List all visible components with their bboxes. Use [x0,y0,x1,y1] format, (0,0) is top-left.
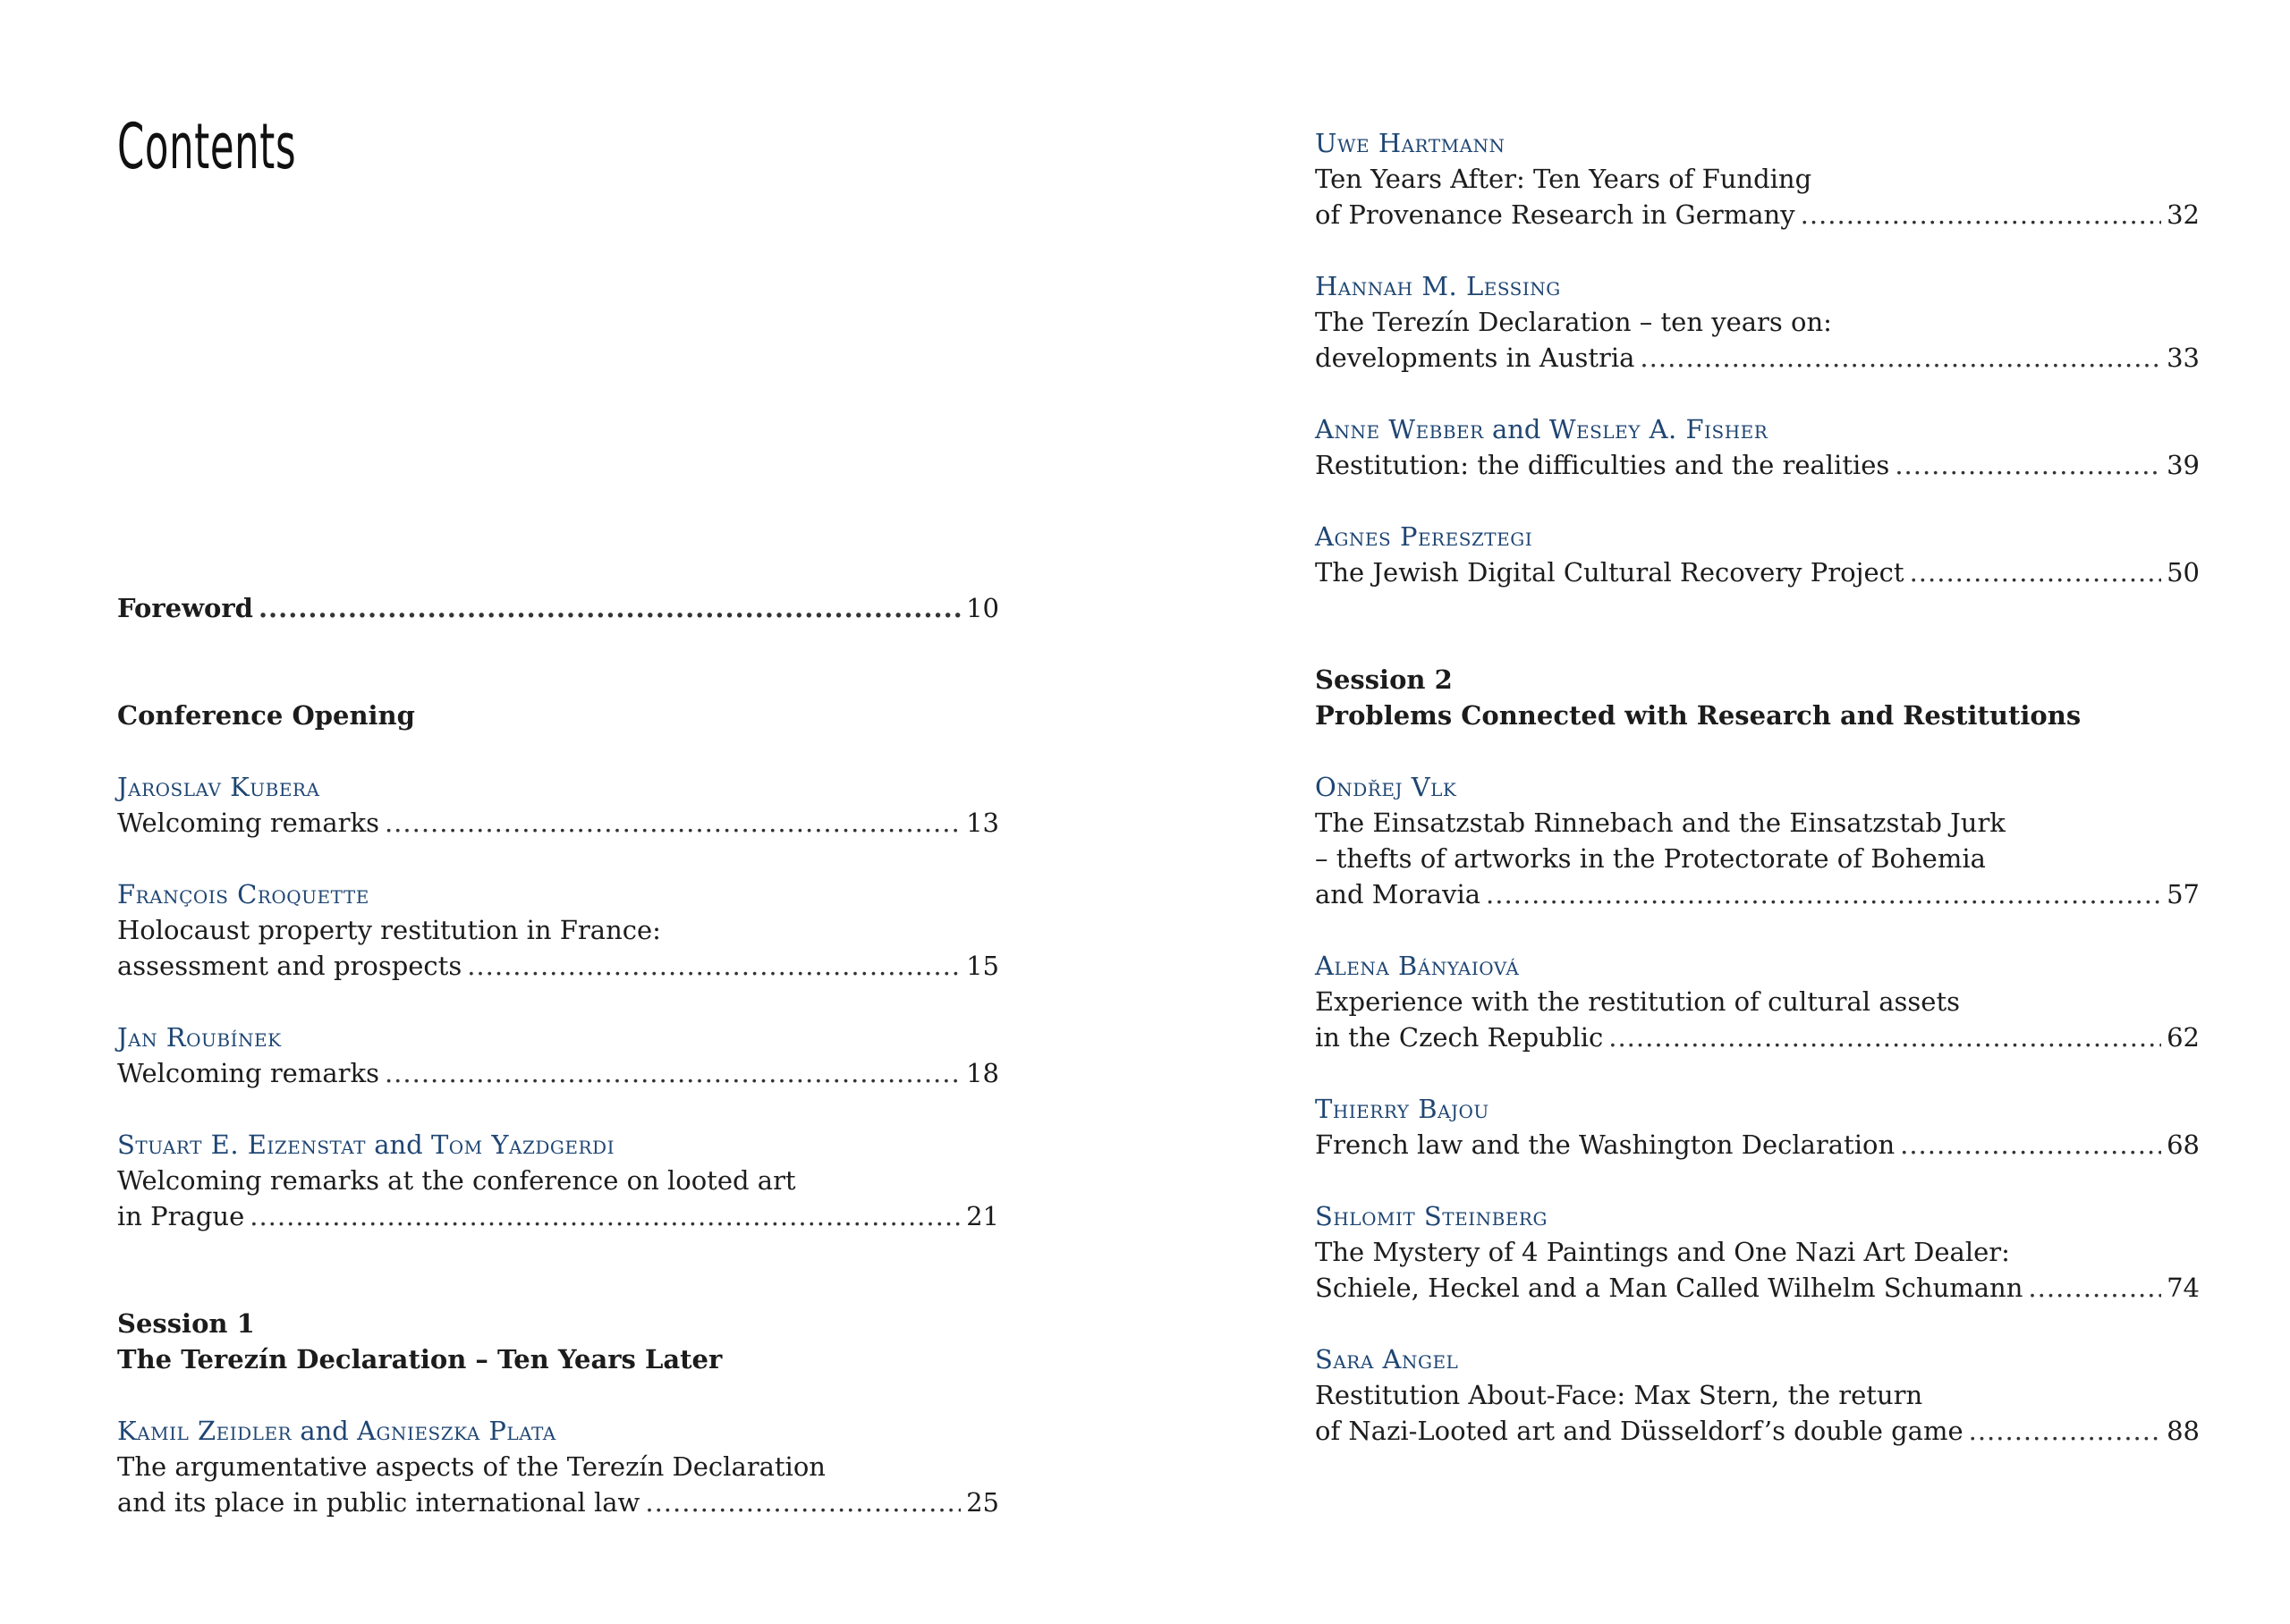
entry-title-line: Holocaust property restitution in France: [117,915,661,945]
toc-entry[interactable] [117,1127,999,1234]
dot-leader [1608,1019,2161,1055]
entry-title-line: Welcoming remarks at the conference on looted art [117,1165,796,1196]
toc-entry[interactable] [1315,1198,2200,1306]
entry-title: Foreword [117,593,253,623]
page-number: 13 [966,808,999,838]
page-number: 10 [966,593,999,623]
entry-title: and Moravia [1315,879,1481,909]
toc-entry[interactable] [117,1413,999,1520]
entry-title: Schiele, Heckel and a Man Called Wilhelm Schumann [1315,1273,2023,1303]
page-number: 74 [2167,1273,2200,1303]
entry-author: Alena Bányaiová [1315,951,1520,981]
entry-title-line: The Terezín Declaration – ten years on: [1315,307,1832,337]
dot-leader [645,1484,961,1520]
entry-author: Kamil Zeidler and Agnieszka Plata [117,1416,556,1446]
entry-author: Thierry Bajou [1315,1094,1489,1124]
dot-leader [1486,876,2161,912]
entry-title: and its place in public international law [117,1487,640,1518]
entry-author: Ondřej Vlk [1315,772,1457,802]
session-label: Session 1 [117,1308,255,1339]
entry-title: in Prague [117,1201,245,1231]
entry-title: in the Czech Republic [1315,1022,1604,1053]
entry-title-line: Ten Years After: Ten Years of Funding [1315,164,1812,194]
session-title: Problems Connected with Research and Restitutions [1315,700,2082,731]
entry-title: The Jewish Digital Cultural Recovery Project [1315,557,1904,588]
entry-title: Restitution: the difficulties and the realities [1315,450,1890,480]
dot-leader [1801,197,2161,233]
entry-title: Welcoming remarks [117,808,379,838]
entry-author: Hannah M. Lessing [1315,271,1561,301]
session-title: The Terezín Declaration – Ten Years Later [117,1344,723,1374]
entry-author: Uwe Hartmann [1315,128,1505,158]
toc-entry[interactable] [1315,125,2200,233]
session-label: Session 2 [1315,664,1453,695]
dot-leader [259,590,961,626]
toc-entry[interactable] [117,876,999,984]
page-number: 50 [2167,557,2200,588]
toc-entry[interactable] [1315,1091,2200,1163]
toc-entry-foreword[interactable] [117,590,999,626]
page-number: 33 [2167,343,2200,373]
entry-title: of Nazi-Looted art and Düsseldorf’s double game [1315,1416,1963,1446]
entry-author: Shlomit Steinberg [1315,1201,1548,1231]
entry-author: Agnes Peresztegi [1315,521,1533,552]
dot-leader [467,948,961,984]
entry-title: French law and the Washington Declaration [1315,1129,1896,1160]
dot-leader [2028,1270,2161,1306]
dot-leader [1900,1127,2161,1163]
page-number: 62 [2167,1022,2200,1053]
entry-title: developments in Austria [1315,343,1635,373]
page-number: 39 [2167,450,2200,480]
page-number: 32 [2167,199,2200,230]
dot-leader [1910,554,2162,590]
entry-author: Jaroslav Kubera [117,772,320,802]
toc-entry[interactable] [1315,1341,2200,1449]
page-number: 21 [966,1201,999,1231]
page-title: Contents [117,110,297,183]
entry-title-line: Restitution About-Face: Max Stern, the return [1315,1380,1923,1410]
entry-title: Welcoming remarks [117,1058,379,1088]
entry-author: Stuart E. Eizenstat and Tom Yazdgerdi [117,1129,615,1160]
dot-leader [385,805,961,841]
entry-title-line: Experience with the restitution of cultural assets [1315,986,1960,1017]
page-number: 88 [2167,1416,2200,1446]
page-number: 18 [966,1058,999,1088]
entry-title-line: The Mystery of 4 Paintings and One Nazi Art Dealer: [1315,1237,2010,1267]
toc-entry[interactable] [1315,769,2200,912]
entry-author: Sara Angel [1315,1344,1459,1374]
toc-entry[interactable] [117,1019,999,1091]
toc-entry[interactable] [1315,948,2200,1055]
entry-author: Anne Webber and Wesley A. Fisher [1315,414,1768,444]
dot-leader [385,1055,961,1091]
toc-entry[interactable] [1315,519,2200,590]
dot-leader [1640,340,2161,376]
page-number: 15 [966,951,999,981]
dot-leader [250,1198,961,1234]
page-number: 25 [966,1487,999,1518]
dot-leader [1895,447,2161,483]
entry-title: assessment and prospects [117,951,462,981]
page-number: 57 [2167,879,2200,909]
entry-title-line: – thefts of artworks in the Protectorate of Bohemia [1315,843,1986,874]
entry-title-line: The argumentative aspects of the Terezín Declaration [117,1451,826,1482]
entry-title: of Provenance Research in Germany [1315,199,1795,230]
toc-entry[interactable] [117,769,999,841]
entry-title-line: The Einsatzstab Rinnebach and the Einsatzstab Jurk [1315,808,2006,838]
page-number: 68 [2167,1129,2200,1160]
entry-author: Jan Roubínek [117,1022,282,1053]
toc-entry[interactable] [1315,411,2200,483]
section-heading-conference-opening: Conference Opening [117,700,415,731]
dot-leader [1969,1413,2161,1449]
toc-entry[interactable] [1315,268,2200,376]
entry-author: François Croquette [117,879,369,909]
